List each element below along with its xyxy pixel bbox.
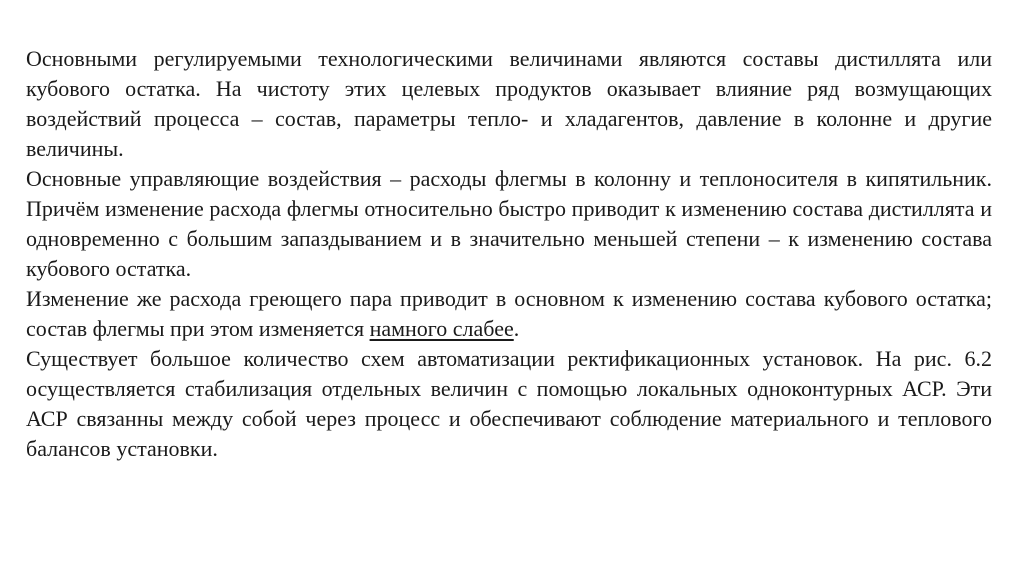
underlined-phrase: намного слабее (369, 316, 514, 341)
paragraph-control-actions: Основные управляющие воздействия – расходы флегмы в колонну и теплоносителя в кипятильник. Причём изменение расхода флегмы относительно быстро приводит к изменению состава дистиллята и одновременно с большим запаздыванием и в значительно меньшей степени – к изменению состава кубового остатка. (26, 166, 992, 281)
paragraph-steam-flow (26, 284, 992, 344)
paragraph-steam-flow-end: . (513, 316, 520, 341)
text-body (26, 44, 992, 464)
paragraph-automation-schemes: Существует большое количество схем автоматизации ректификационных установок. На рис. 6.2 осуществляется стабилизация отдельных величин с помощью локальных одноконтурных АСР. Эти АСР связанны между собой через процесс и обеспечивают соблюдение материального и теплового балансов установки. (26, 346, 992, 461)
paragraph-steam-flow-text: Изменение же расхода греющего пара приводит в основном к изменению состава кубового остатка; состав флегмы при этом изменяется (26, 286, 992, 341)
paragraph-controlled-variables: Основными регулируемыми технологическими величинами являются составы дистиллята или кубового остатка. На чистоту этих целевых продуктов оказывает влияние ряд возмущающих воздействий процесса – состав, параметры тепло- и хладагентов, давление в колонне и другие величины. (26, 46, 992, 161)
